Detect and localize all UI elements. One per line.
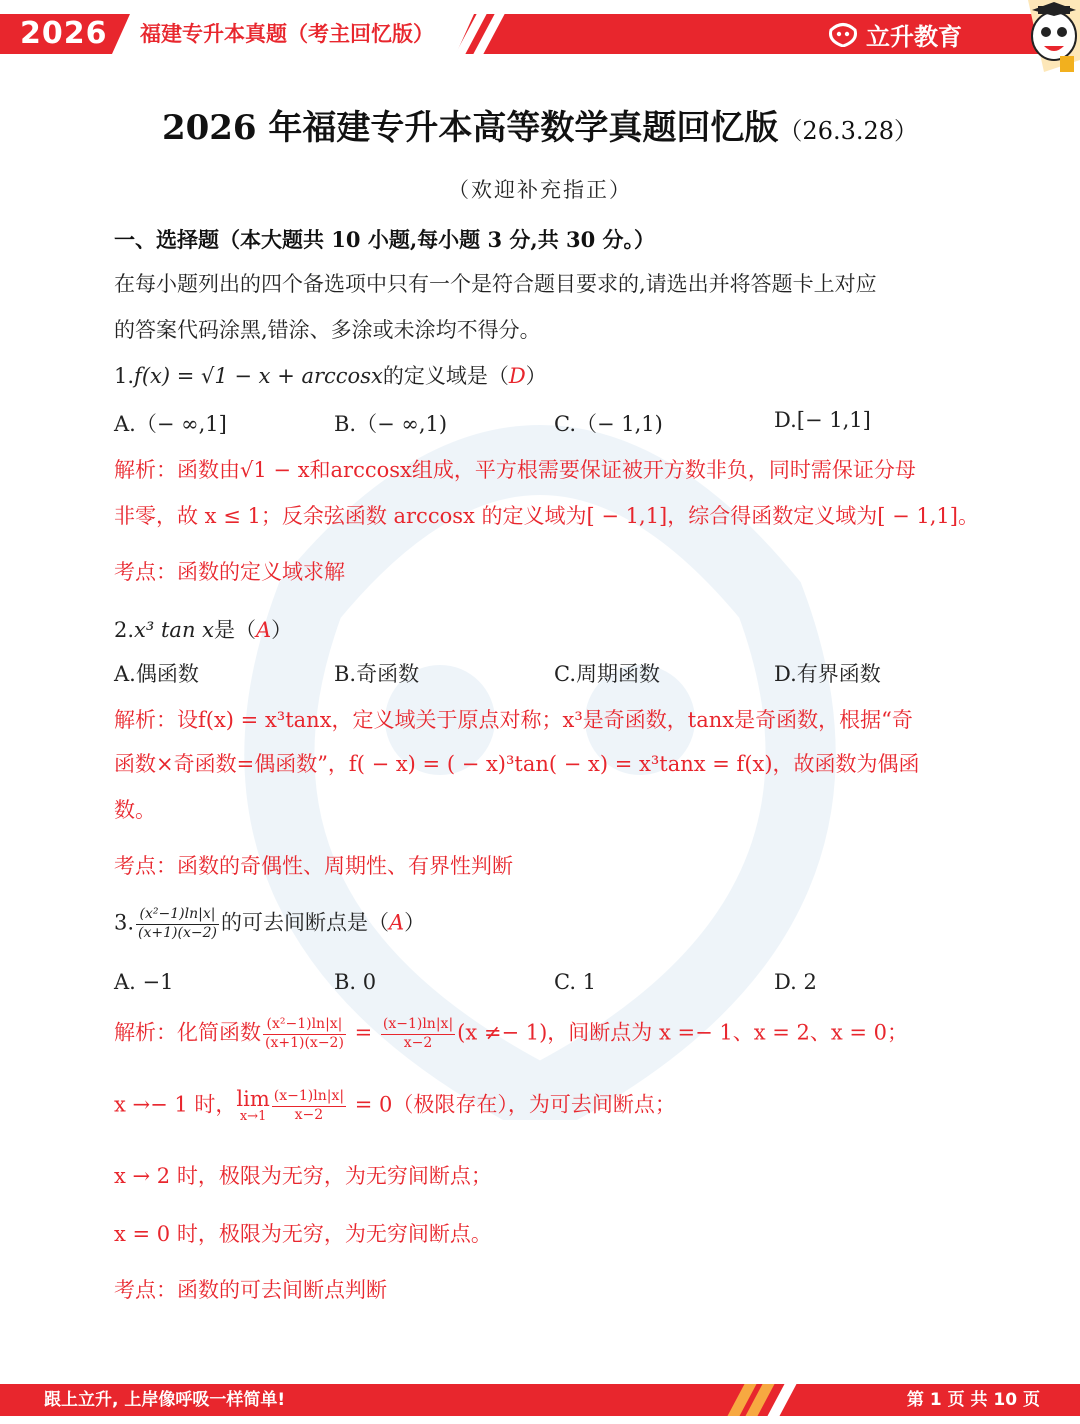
header-year: 2026 <box>20 16 108 51</box>
question-number: 1. <box>114 364 135 388</box>
question-3-limit-line <box>114 1088 676 1124</box>
limit-tail: = 0（极限存在），为可去间断点； <box>348 1092 676 1117</box>
question-2-option-b: B.奇函数 <box>334 662 420 686</box>
limit-subscript: x→1 <box>239 1109 267 1125</box>
question-1-analysis: 解析：函数由√1 − x和arccosx组成，平方根需要保证被开方数非负，同时需保证分母 <box>114 458 916 482</box>
question-close: ） <box>271 618 293 642</box>
document-title <box>0 100 1080 149</box>
analysis-lead: 解析：化简函数 <box>114 1020 261 1045</box>
question-2-option-d: D.有界函数 <box>774 662 881 686</box>
fraction-denominator: (x+1)(x−2) <box>265 1034 344 1051</box>
fraction-numerator: (x²−1)ln|x| <box>263 1016 346 1035</box>
question-3-option-d: D. 2 <box>774 970 817 994</box>
question-answer: D <box>508 364 526 388</box>
question-text: 是（ <box>214 618 256 642</box>
analysis-equals: = <box>347 1020 379 1045</box>
document-title-date: （26.3.28） <box>778 117 919 145</box>
question-text: 的可去间断点是（ <box>220 910 389 935</box>
footer-page-info: 第 1 页 共 10 页 <box>906 1390 1040 1410</box>
fraction-denominator: (x+1)(x−2) <box>138 924 217 941</box>
question-2-analysis: 数。 <box>114 798 156 822</box>
question-text: 的定义域是（ <box>382 364 509 388</box>
fraction-denominator: x−2 <box>403 1034 433 1051</box>
question-3-option-c: C. 1 <box>554 970 597 994</box>
question-close: ） <box>404 910 426 935</box>
mascot-icon <box>1014 0 1080 72</box>
question-3-option-b: B. 0 <box>334 970 377 994</box>
question-3-option-a: A. −1 <box>114 970 174 994</box>
question-2-stem <box>114 614 292 644</box>
document-subtitle: （欢迎补充指正） <box>448 178 632 202</box>
brand-logo-icon <box>828 21 858 47</box>
question-2-point: 考点：函数的奇偶性、周期性、有界性判断 <box>114 854 513 878</box>
section-instruction: 的答案代码涂黑,错涂、多涂或未涂均不得分。 <box>114 318 541 342</box>
question-3-stem <box>114 906 425 942</box>
limit-fraction <box>272 1088 346 1124</box>
question-2-option-c: C.周期函数 <box>554 662 660 686</box>
analysis-fraction <box>381 1016 455 1052</box>
question-math: f(x) = √1 − x + arccosx <box>134 364 383 388</box>
brand-logo-text: 立升教育 <box>866 22 962 51</box>
analysis-tail: (x ≠− 1)，间断点为 x =− 1、x = 2、x = 0； <box>457 1020 909 1045</box>
question-3-analysis <box>114 1016 908 1052</box>
header-tab-text: 福建专升本真题（考主回忆版） <box>140 22 434 46</box>
fraction-denominator: x−2 <box>294 1106 324 1123</box>
fraction-numerator: (x−1)ln|x| <box>272 1088 346 1107</box>
limit-word: lim <box>236 1087 270 1112</box>
question-1-option-c: C.（− 1,1) <box>554 412 663 436</box>
question-1-analysis: 非零，故 x ≤ 1；反余弦函数 arccosx 的定义域为[ − 1,1]，综合得函数定义域为[ − 1,1]。 <box>114 504 979 528</box>
question-number: 3. <box>114 910 135 935</box>
question-1-option-b: B.（− ∞,1) <box>334 412 448 436</box>
question-fraction <box>136 906 219 942</box>
question-math: x³ tan x <box>134 618 214 642</box>
fraction-numerator: (x−1)ln|x| <box>381 1016 455 1035</box>
question-2-analysis: 函数×奇函数=偶函数”，f( − x) = ( − x)³tan( − x) = x³tanx = f(x)，故函数为偶函 <box>114 752 920 776</box>
limit-lead: x →− 1 时， <box>114 1092 237 1117</box>
question-1-stem <box>114 360 547 390</box>
question-answer: A <box>256 618 272 642</box>
analysis-fraction <box>263 1016 346 1052</box>
question-answer: A <box>388 910 405 935</box>
question-2-analysis: 解析：设f(x) = x³tanx，定义域关于原点对称；x³是奇函数，tanx是奇函数，根据“奇 <box>114 708 913 732</box>
question-3-point: 考点：函数的可去间断点判断 <box>114 1278 387 1302</box>
question-3-analysis: x = 0 时，极限为无穷，为无穷间断点。 <box>114 1222 492 1246</box>
brand-logo <box>828 14 962 54</box>
section-heading: 一、选择题（本大题共 10 小题,每小题 3 分,共 30 分。） <box>114 227 656 252</box>
question-2-option-a: A.偶函数 <box>114 662 199 686</box>
footer-slogan: 跟上立升, 上岸像呼吸一样简单! <box>44 1390 286 1410</box>
question-3-analysis: x → 2 时，极限为无穷，为无穷间断点； <box>114 1164 492 1188</box>
question-number: 2. <box>114 618 135 642</box>
section-instruction: 在每小题列出的四个备选项中只有一个是符合题目要求的,请选出并将答题卡上对应 <box>114 272 877 296</box>
page-header <box>0 0 1080 72</box>
document-title-main: 2026 年福建专升本高等数学真题回忆版 <box>161 108 779 148</box>
fraction-numerator: (x²−1)ln|x| <box>136 906 219 925</box>
question-close: ） <box>525 364 547 388</box>
limit-operator <box>236 1088 269 1124</box>
question-1-option-d: D.[− 1,1] <box>774 408 871 432</box>
question-1-option-a: A.（− ∞,1] <box>114 412 227 436</box>
question-1-point: 考点：函数的定义域求解 <box>114 560 345 584</box>
